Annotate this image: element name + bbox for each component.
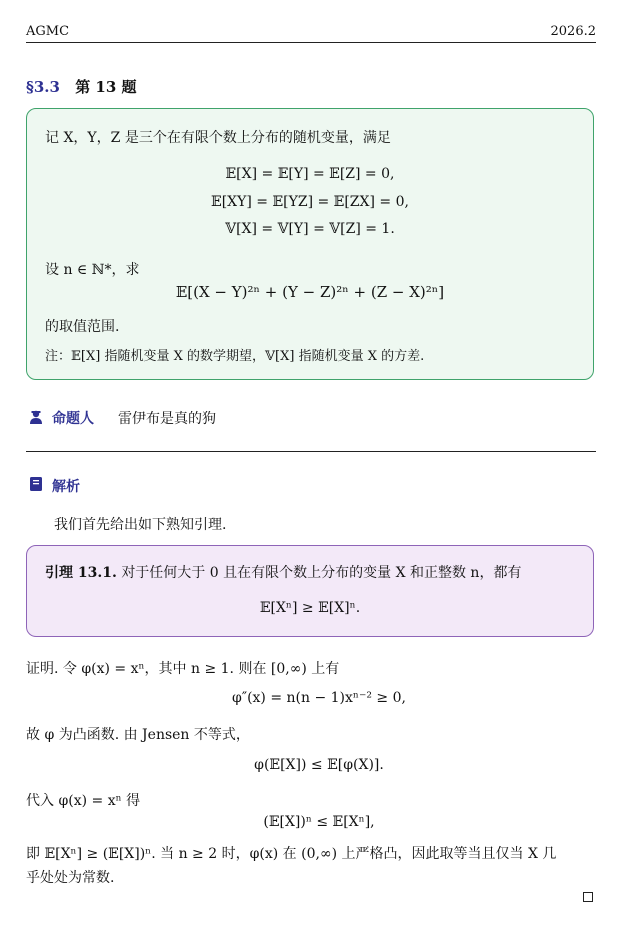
proof-eq-1: φ″(x) = n(n − 1)xⁿ⁻² ≥ 0, [232, 690, 406, 706]
lemma-text: 对于任何大于 0 且在有限个数上分布的变量 X 和正整数 n，都有 [121, 565, 522, 581]
problem-expression: 𝔼[(X − Y)²ⁿ + (Y − Z)²ⁿ + (Z − X)²ⁿ] [175, 283, 445, 301]
proof-line-2: 故 φ 为凸函数. 由 Jensen 不等式， [26, 727, 250, 743]
proof-line-4: 即 𝔼[Xⁿ] ≥ (𝔼[X])ⁿ. 当 n ≥ 2 时，φ(x) 在 (0,∞) 上严格凸，因此取等当且仅当 X 几 [26, 846, 557, 862]
solution-label: 解析 [52, 479, 80, 495]
proof-eq-2: φ(𝔼[X]) ≤ 𝔼[φ(X)]. [254, 757, 384, 773]
proof-line-3: 代入 φ(x) = xⁿ 得 [26, 793, 141, 809]
section-title: 第 13 题 [75, 78, 137, 96]
problem-range: 的取值范围. [45, 319, 120, 335]
problem-eq3: 𝕍[X] = 𝕍[Y] = 𝕍[Z] = 1. [225, 221, 395, 237]
divider [26, 451, 596, 452]
section-heading [26, 76, 137, 97]
qed-square [583, 892, 593, 902]
proof-line-1: 证明. 令 φ(x) = xⁿ，其中 n ≥ 1. 则在 [0,∞) 上有 [26, 661, 340, 677]
problem-eq1: 𝔼[X] = 𝔼[Y] = 𝔼[Z] = 0, [225, 166, 395, 182]
book-icon [28, 476, 44, 492]
header-right: 2026.2 [550, 24, 596, 39]
author-icon [28, 409, 44, 425]
lemma-statement [45, 562, 521, 582]
problem-intro: 记 X，Y，Z 是三个在有限个数上分布的随机变量，满足 [45, 130, 391, 146]
problem-eq2: 𝔼[XY] = 𝔼[YZ] = 𝔼[ZX] = 0, [211, 194, 409, 210]
section-number: §3.3 [26, 78, 60, 96]
author-name: 雷伊布是真的狗 [118, 411, 216, 427]
solution-intro: 我们首先给出如下熟知引理. [54, 517, 227, 533]
author-label: 命题人 [52, 411, 94, 427]
problem-note: 注：𝔼[X] 指随机变量 X 的数学期望，𝕍[X] 指随机变量 X 的方差. [45, 349, 425, 364]
lemma-label: 引理 13.1. [45, 565, 117, 581]
problem-box [26, 108, 594, 380]
page-header [26, 22, 596, 43]
lemma-equation: 𝔼[Xⁿ] ≥ 𝔼[X]ⁿ. [259, 600, 361, 616]
header-left: AGMC [26, 24, 70, 39]
proof-eq-3: (𝔼[X])ⁿ ≤ 𝔼[Xⁿ], [263, 814, 375, 830]
proof-line-5: 乎处处为常数. [26, 870, 115, 886]
problem-set-n: 设 n ∈ ℕ*，求 [45, 262, 140, 278]
lemma-box [26, 545, 594, 637]
